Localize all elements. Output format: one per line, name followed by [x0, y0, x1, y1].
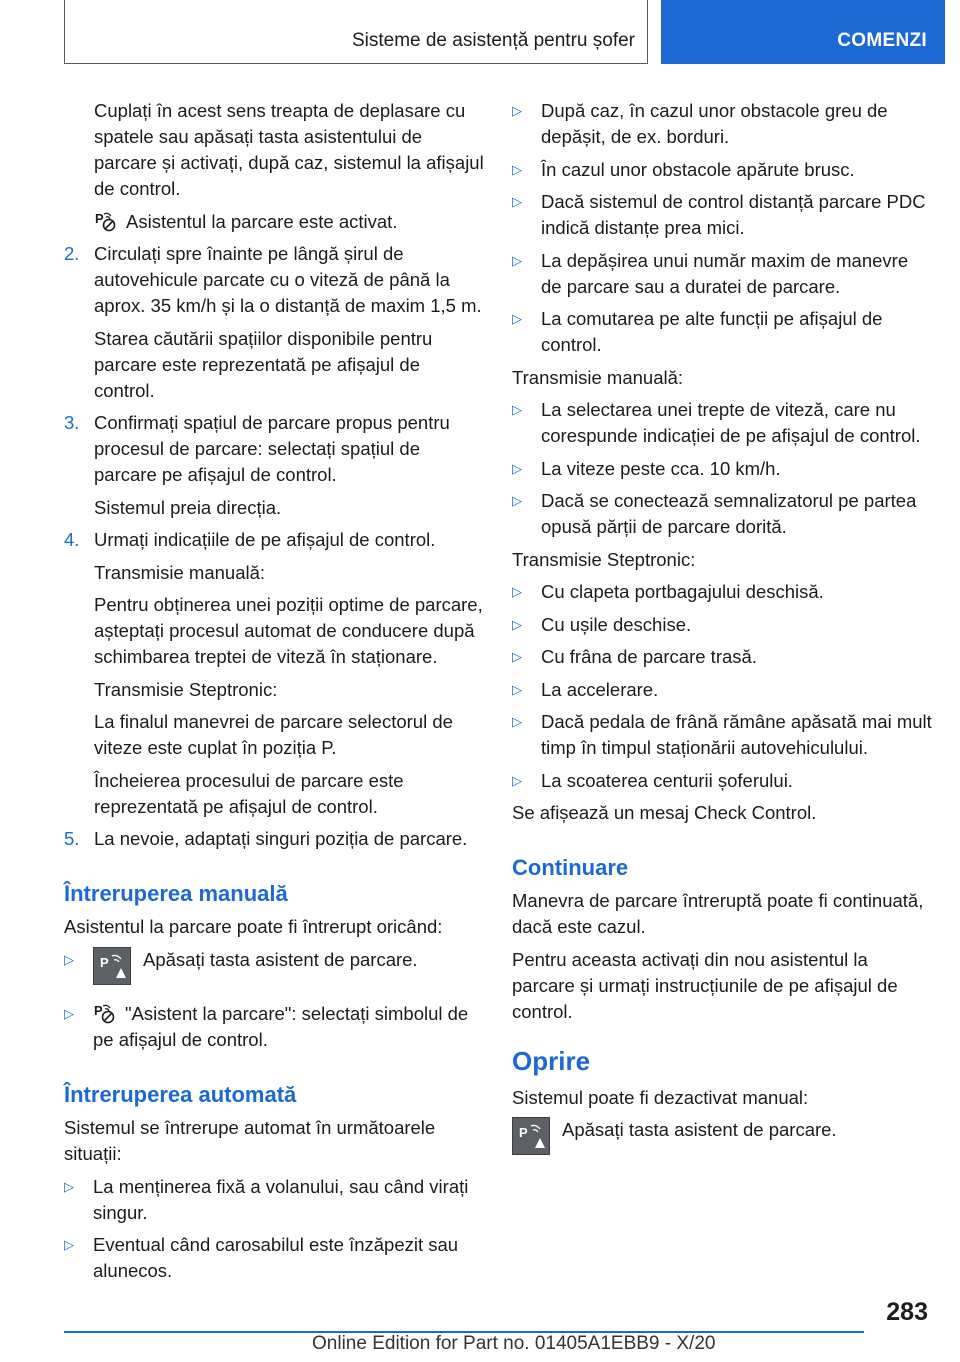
triangle-bullet-icon: ▷ — [64, 951, 74, 967]
triangle-bullet-icon: ▷ — [512, 616, 522, 632]
stop-paragraph: Sistemul poate fi dezactivat manual: — [512, 1086, 809, 1108]
list-item — [512, 306, 932, 358]
auto-intro: Sistemul se întrerupe automat în următoarele situații: — [64, 1117, 436, 1164]
svg-text:P: P — [519, 1125, 528, 1140]
list-item — [512, 677, 932, 703]
list-item-text: Apăsați tasta asistent de parcare. — [143, 948, 418, 970]
heading-manual-interrupt: Întreruperea manuală — [64, 881, 288, 906]
step-text: Urmați indicațiile de pe afișajul de control. — [94, 529, 436, 550]
tab-comenzi[interactable] — [661, 0, 945, 64]
triangle-bullet-icon: ▷ — [64, 1006, 74, 1021]
heading-continue: Continuare — [512, 855, 629, 880]
step-3-note: Sistemul preia direcția. — [94, 496, 282, 518]
step-5 — [64, 826, 484, 852]
list-item-text: La viteze peste cca. 10 km/h. — [541, 457, 781, 479]
activated-line — [64, 209, 484, 235]
list-item — [512, 488, 932, 540]
stop-instruction — [512, 1117, 932, 1155]
step-text: Confirmați spațiul de parcare propus pentru procesul de parcare: selectați spațiul de parcare pe afișajul de control. — [94, 412, 450, 485]
triangle-bullet-icon: ▷ — [512, 103, 522, 118]
triangle-bullet-icon: ▷ — [512, 311, 522, 326]
step-4-note: Pentru obținerea unei poziții optime de parcare, așteptați procesul automat de conducere după schimbarea treptei de viteză în staționare. — [94, 594, 483, 667]
step-4-note: Transmisie Steptronic: — [94, 678, 278, 700]
step-number: 3. — [64, 412, 80, 433]
triangle-bullet-icon: ▷ — [512, 772, 522, 788]
list-item — [512, 456, 932, 482]
header-section-box — [64, 0, 648, 64]
list-item — [512, 709, 932, 761]
list-item — [512, 189, 932, 241]
svg-text:P: P — [100, 954, 109, 970]
list-item-text: La menținerea fixă a volanului, sau când virați singur. — [93, 1175, 469, 1223]
list-item — [512, 98, 932, 150]
triangle-bullet-icon: ▷ — [512, 460, 522, 476]
triangle-bullet-icon: ▷ — [512, 493, 522, 508]
activated-text: Asistentul la parcare este activat. — [126, 210, 398, 232]
section-title: Sisteme de asistență pentru șofer — [351, 30, 635, 51]
triangle-bullet-icon: ▷ — [512, 194, 522, 209]
list-item-text: Dacă sistemul de control distanță parcare PDC indică distanțe prea mici. — [541, 191, 926, 238]
list-item-text: La accelerare. — [541, 678, 659, 700]
triangle-bullet-icon: ▷ — [512, 584, 522, 599]
heading-stop: Oprire — [512, 1045, 591, 1076]
triangle-bullet-icon: ▷ — [512, 252, 522, 268]
triangle-bullet-icon: ▷ — [512, 649, 522, 664]
page-number: 283 — [886, 1298, 928, 1326]
step-4-note: La finalul manevrei de parcare selectorul de viteze este cuplat în poziția P. — [94, 711, 453, 758]
step-number: 2. — [64, 243, 80, 264]
list-item-text: În cazul unor obstacole apărute brusc. — [541, 158, 855, 180]
manual-intro: Asistentul la parcare poate fi întrerupt oricând: — [64, 916, 443, 937]
continue-paragraph: Manevra de parcare întreruptă poate fi continuată, dacă este cazul. — [512, 890, 924, 937]
step-text: Circulați spre înainte pe lângă șirul de autovehicule parcate cu o viteză de până la aprox. 35 km/h și la o distanță de maxim 1,5 m. — [94, 243, 482, 316]
tab-comenzi-label: COMENZI — [837, 30, 927, 51]
svg-text:P: P — [94, 1003, 103, 1018]
step-4 — [64, 527, 484, 553]
list-item — [512, 397, 932, 449]
list-item — [64, 1174, 484, 1226]
list-item-text: "Asistent la parcare": selectați simbolul de pe afișajul de control. — [93, 1003, 469, 1050]
step-2 — [64, 241, 484, 319]
steptronic-label: Transmisie Steptronic: — [512, 548, 696, 570]
parking-assist-button-icon — [512, 1117, 550, 1155]
list-item-text: Cu ușile deschise. — [541, 613, 692, 635]
list-item — [64, 1001, 484, 1053]
parking-assistant-icon — [94, 210, 118, 232]
heading-auto-interrupt: Întreruperea automată — [64, 1082, 297, 1107]
list-item — [64, 947, 484, 985]
left-column — [64, 98, 484, 1291]
list-item-text: La selectarea unei trepte de viteză, care nu corespunde indicației de pe afișajul de control. — [541, 399, 921, 446]
list-item — [64, 1232, 484, 1284]
intro-paragraph: Cuplați în acest sens treapta de deplasare cu spatele sau apăsați tasta asistentului de parcare și activați, după caz, sistemul la afișajul de control. — [94, 100, 484, 199]
triangle-bullet-icon: ▷ — [64, 1178, 74, 1194]
triangle-bullet-icon: ▷ — [64, 1237, 74, 1252]
triangle-bullet-icon: ▷ — [512, 681, 522, 697]
step-2-note: Starea căutării spațiilor disponibile pentru parcare este reprezentată pe afișajul de control. — [94, 327, 433, 401]
stop-instruction-text: Apăsați tasta asistent de parcare. — [562, 1119, 837, 1140]
list-item-text: Eventual când carosabilul este înzăpezit sau alunecos. — [93, 1234, 459, 1281]
list-item-text: Dacă pedala de frână rămâne apăsată mai mult timp în timpul staționării autovehiculului. — [541, 711, 932, 758]
list-item — [512, 644, 932, 670]
step-number: 4. — [64, 529, 80, 550]
manual-transmission-label: Transmisie manuală: — [512, 366, 684, 388]
list-item-text: Cu clapeta portbagajului deschisă. — [541, 581, 824, 602]
parking-assistant-icon — [93, 1002, 117, 1024]
list-item-text: La comutarea pe alte funcții pe afișajul de control. — [541, 308, 883, 355]
list-item — [512, 157, 932, 183]
parking-assist-button-icon — [93, 947, 131, 985]
edition-line: Online Edition for Part no. 01405A1EBB9 - X/20 — [312, 1333, 716, 1354]
list-item-text: La depășirea unui număr maxim de manevre de parcare sau a duratei de parcare. — [541, 249, 909, 297]
list-item — [512, 579, 932, 605]
step-text: La nevoie, adaptați singuri poziția de parcare. — [94, 828, 468, 849]
right-column — [512, 98, 932, 1155]
triangle-bullet-icon: ▷ — [512, 402, 522, 417]
step-number: 5. — [64, 828, 80, 849]
continue-paragraph: Pentru aceasta activați din nou asistentul la parcare și urmați instrucțiunile de pe afișajul de control. — [512, 948, 898, 1022]
step-3 — [64, 410, 484, 488]
check-control-note: Se afișează un mesaj Check Control. — [512, 802, 817, 823]
svg-text:P: P — [95, 210, 104, 226]
list-item-text: Dacă se conectează semnalizatorul pe partea opusă părții de parcare dorită. — [541, 490, 917, 537]
list-item-text: Cu frâna de parcare trasă. — [541, 646, 757, 667]
triangle-bullet-icon: ▷ — [512, 161, 522, 177]
list-item — [512, 768, 932, 794]
list-item-text: După caz, în cazul unor obstacole greu de depășit, de ex. borduri. — [541, 100, 888, 147]
step-4-note: Încheierea procesului de parcare este reprezentată pe afișajul de control. — [94, 769, 404, 817]
list-item-text: La scoaterea centurii șoferului. — [541, 769, 793, 791]
step-4-note: Transmisie manuală: — [94, 561, 266, 583]
triangle-bullet-icon: ▷ — [512, 714, 522, 729]
list-item — [512, 248, 932, 300]
list-item — [512, 612, 932, 638]
